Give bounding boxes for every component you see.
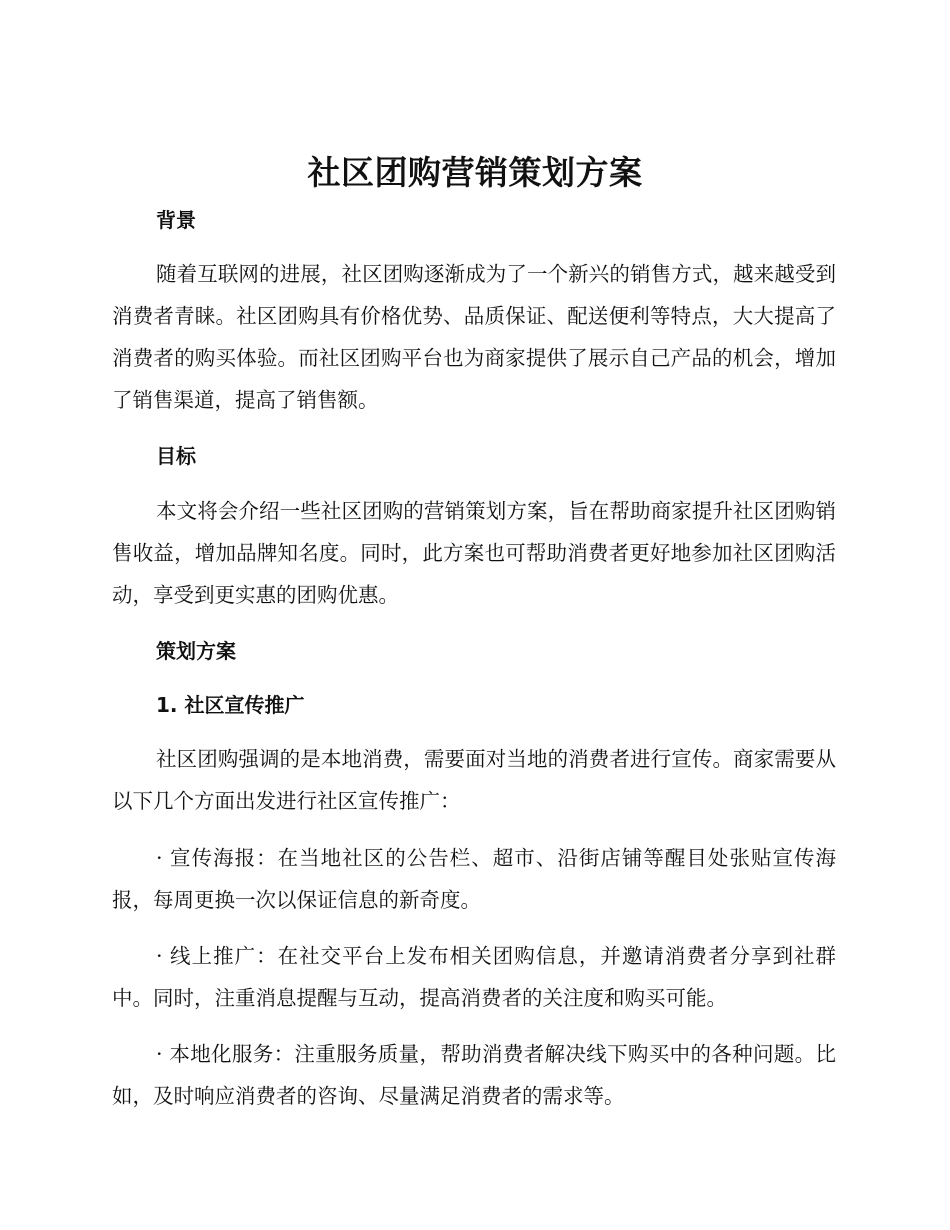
section-heading-plan: 策划方案 <box>156 639 236 663</box>
paragraph-goal: 本文将会介绍一些社区团购的营销策划方案，旨在帮助商家提升社区团购销售收益，增加品牌知名度。同时，此方案也可帮助消费者更好地参加社区团购活动，享受到更实惠的团购优惠。 <box>112 499 836 607</box>
bullet-item-online-promotion: · 线上推广：在社交平台上发布相关团购信息，并邀请消费者分享到社群中。同时，注重消息提醒与互动，提高消费者的关注度和购买可能。 <box>112 944 836 1010</box>
section-heading-goal: 目标 <box>156 444 196 468</box>
subsection-heading-community-promotion: 1. 社区宣传推广 <box>156 693 305 717</box>
paragraph-community-promotion: 社区团购强调的是本地消费，需要面对当地的消费者进行宣传。商家需要从以下几个方面出发进行社区宣传推广： <box>112 747 836 813</box>
paragraph-background: 随着互联网的进展，社区团购逐渐成为了一个新兴的销售方式，越来越受到消费者青睐。社区团购具有价格优势、品质保证、配送便利等特点，大大提高了消费者的购买体验。而社区团购平台也为商家提供了展示自己产品的机会，增加了销售渠道，提高了销售额。 <box>112 262 836 412</box>
bullet-item-poster: · 宣传海报：在当地社区的公告栏、超市、沿街店铺等醒目处张贴宣传海报，每周更换一次以保证信息的新奇度。 <box>112 846 836 912</box>
section-heading-background: 背景 <box>156 208 196 232</box>
document-title: 社区团购营销策划方案 <box>307 153 643 192</box>
bullet-item-local-service: · 本地化服务：注重服务质量，帮助消费者解决线下购买中的各种问题。比如，及时响应消费者的咨询、尽量满足消费者的需求等。 <box>112 1042 836 1108</box>
